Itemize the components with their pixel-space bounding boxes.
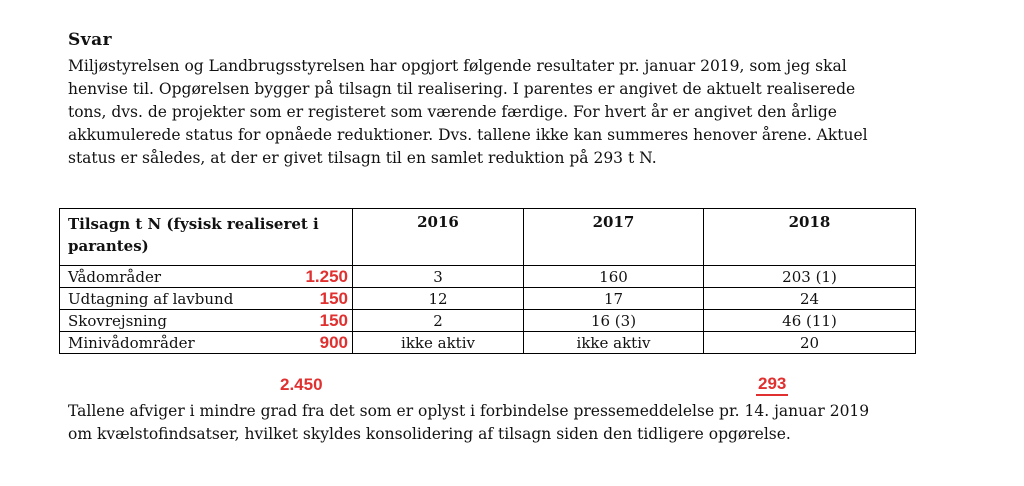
footnote-paragraph (68, 400, 1008, 446)
table-header-row (60, 209, 916, 266)
category-label: Skovrejsning (68, 311, 167, 330)
header-2016: 2016 (353, 209, 524, 266)
row-category (60, 288, 353, 310)
header-category: Tilsagn t N (fysisk realiseret i parantes) (60, 209, 353, 266)
table-row (60, 288, 916, 310)
cell-2018: 24 (704, 288, 916, 310)
category-label: Udtagning af lavbund (68, 289, 234, 308)
target-sum-annotation: 2.450 (280, 375, 323, 394)
cell-2016: ikke aktiv (353, 332, 524, 354)
cell-2016: 3 (353, 266, 524, 288)
cell-2016: 12 (353, 288, 524, 310)
row-category (60, 332, 353, 354)
table-row (60, 310, 916, 332)
table-row (60, 266, 916, 288)
cell-2017: ikke aktiv (524, 332, 704, 354)
table-row (60, 332, 916, 354)
cell-2018: 20 (704, 332, 916, 354)
category-label: Minivådområder (68, 333, 195, 352)
answer-heading: Svar (68, 30, 113, 50)
results-table (59, 208, 916, 354)
category-label: Vådområder (68, 267, 162, 286)
target-annotation: 150 (319, 289, 348, 308)
target-annotation: 1.250 (305, 267, 348, 286)
row-category (60, 266, 353, 288)
header-2017: 2017 (524, 209, 704, 266)
cell-2017: 16 (3) (524, 310, 704, 332)
cell-2017: 17 (524, 288, 704, 310)
paragraph-line: tons, dvs. de projekter som er registeret som værende færdige. For hvert år er angivet den årlige (68, 103, 837, 121)
note-line: Tallene afviger i mindre grad fra det som er oplyst i forbindelse pressemeddelelse pr. 14. januar 2019 (68, 402, 870, 420)
cell-2018: 203 (1) (704, 266, 916, 288)
total-2018-annotation: 293 (756, 374, 788, 396)
paragraph-line: status er således, at der er givet tilsagn til en samlet reduktion på 293 t N. (68, 149, 657, 167)
target-annotation: 150 (319, 311, 348, 330)
header-2018: 2018 (704, 209, 916, 266)
cell-2018: 46 (11) (704, 310, 916, 332)
row-category (60, 310, 353, 332)
note-line: om kvælstofindsatser, hvilket skyldes konsolidering af tilsagn siden den tidligere opgørelse. (68, 425, 791, 443)
cell-2016: 2 (353, 310, 524, 332)
target-annotation: 900 (319, 333, 348, 352)
paragraph-line: henvise til. Opgørelsen bygger på tilsagn til realisering. I parentes er angivet de aktuelt realiserede (68, 80, 856, 98)
answer-paragraph (68, 55, 998, 170)
paragraph-line: Miljøstyrelsen og Landbrugsstyrelsen har opgjort følgende resultater pr. januar 2019, som jeg skal (68, 57, 847, 75)
paragraph-line: akkumulerede status for opnåede reduktioner. Dvs. tallene ikke kan summeres henover årene. Aktuel (68, 126, 868, 144)
cell-2017: 160 (524, 266, 704, 288)
